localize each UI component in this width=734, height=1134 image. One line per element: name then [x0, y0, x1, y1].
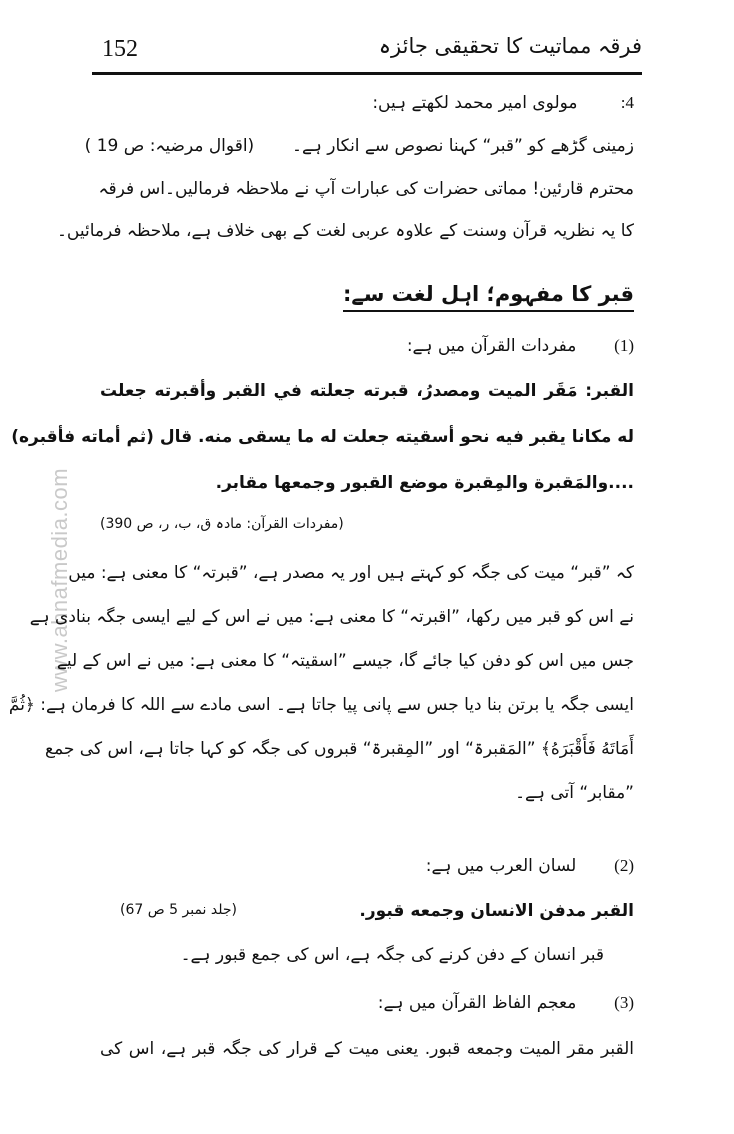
section4-intro: مولوی امیر محمد لکھتے ہیں: — [372, 93, 578, 113]
item1-translation-line: أَمَاتَهُ فَأَقْبَرَهُ﴾ ”المَقبرۃ“ اور ”المِقبرۃ“ قبروں کی جگہ کو کہا جاتا ہے، اس کی جمع — [45, 739, 634, 759]
item1-translation-line: ایسی جگہ یا برتن بنا دیا جس سے پانی پیا جاتا ہے۔ اسی مادے سے اللہ کا فرمان ہے: ﴿ثُمَّ — [8, 695, 634, 715]
item3-title-line — [100, 990, 634, 1016]
item1-title-line — [100, 333, 634, 359]
watermark: www.ahnafmedia.com — [47, 467, 72, 693]
item1-translation-line: ”مقابر“ آتی ہے۔ — [515, 783, 634, 803]
item3-number: (3) — [614, 993, 634, 1012]
item2-translation: قبر انسان کے دفن کرنے کی جگہ ہے، اس کی جمع قبور ہے۔ — [180, 945, 604, 965]
section-heading: قبر کا مفہوم؛ اہل لغت سے: — [343, 282, 634, 312]
page-header — [92, 30, 642, 75]
section4-intro-line — [100, 90, 634, 116]
item3-title: معجم الفاظ القرآن میں ہے: — [377, 993, 577, 1013]
item1-reference: (مفردات القرآن: مادہ ق، ب، ر، ص 390) — [100, 516, 344, 532]
running-title: فرقہ مماتیت کا تحقیقی جائزہ — [378, 34, 642, 58]
paragraph1-line: محترم قارئین! مماتی حضرات کی عبارات آپ نے ملاحظہ فرمالیں۔اس فرقہ — [98, 179, 634, 199]
item1-arabic-line: له مكانا يقبر فيه نحو أسقيته جعلت له ما يسقى منه. قال (ثم أماته فأقبره) — [11, 427, 634, 447]
item1-arabic-line: القبر: مَقَر الميت ومصدرُ، قبرته جعلته في القبر وأقبرته جعلت — [100, 381, 634, 401]
section4-quote: زمینی گڑھے کو ”قبر“ کہنا نصوص سے انکار ہے۔ — [292, 136, 634, 156]
item2-title: لسان العرب میں ہے: — [425, 856, 577, 876]
item1-translation-line: جس میں اس کو دفن کیا جائے گا، جیسے ”اسقیتہ“ کا معنی ہے: میں نے اس کے لیے — [56, 651, 634, 671]
item1-arabic-line: ....والمَقبرة والمِقبرة موضع القبور وجمعها مقابر. — [215, 473, 634, 493]
item2-number: (2) — [614, 856, 634, 875]
item2-title-line — [100, 853, 634, 879]
item3-text-line: القبر مقر الميت وجمعه قبور. یعنی میت کے قرار کی جگہ قبر ہے، اس کی — [100, 1039, 634, 1059]
section4-quote-ref: (اقوال مرضیہ: ص 19 ) — [84, 136, 255, 156]
paragraph1-line: کا یہ نظریہ قرآن وسنت کے علاوہ عربی لغت کے بھی خلاف ہے، ملاحظہ فرمائیں۔ — [56, 221, 634, 241]
item1-translation-line: کہ ”قبر“ میت کی جگہ کو کہتے ہیں اور یہ مصدر ہے، ”قبرتہ“ کا معنی ہے: میں — [68, 563, 634, 583]
section4-quote-line — [84, 133, 634, 159]
item2-arabic: القبر مدفن الانسان وجمعه قبور. — [359, 901, 634, 921]
item1-number: (1) — [614, 336, 634, 355]
item1-title: مفردات القرآن میں ہے: — [406, 336, 577, 356]
item1-translation-line: نے اس کو قبر میں رکھا، ”اقبرتہ“ کا معنی ہے: میں نے اس کے لیے ایسی جگہ بنادی ہے — [29, 607, 634, 627]
item2-reference: (جلد نمبر 5 ص 67) — [120, 902, 237, 918]
page-number: 152 — [102, 36, 138, 62]
section4-number: 4: — [620, 93, 634, 112]
